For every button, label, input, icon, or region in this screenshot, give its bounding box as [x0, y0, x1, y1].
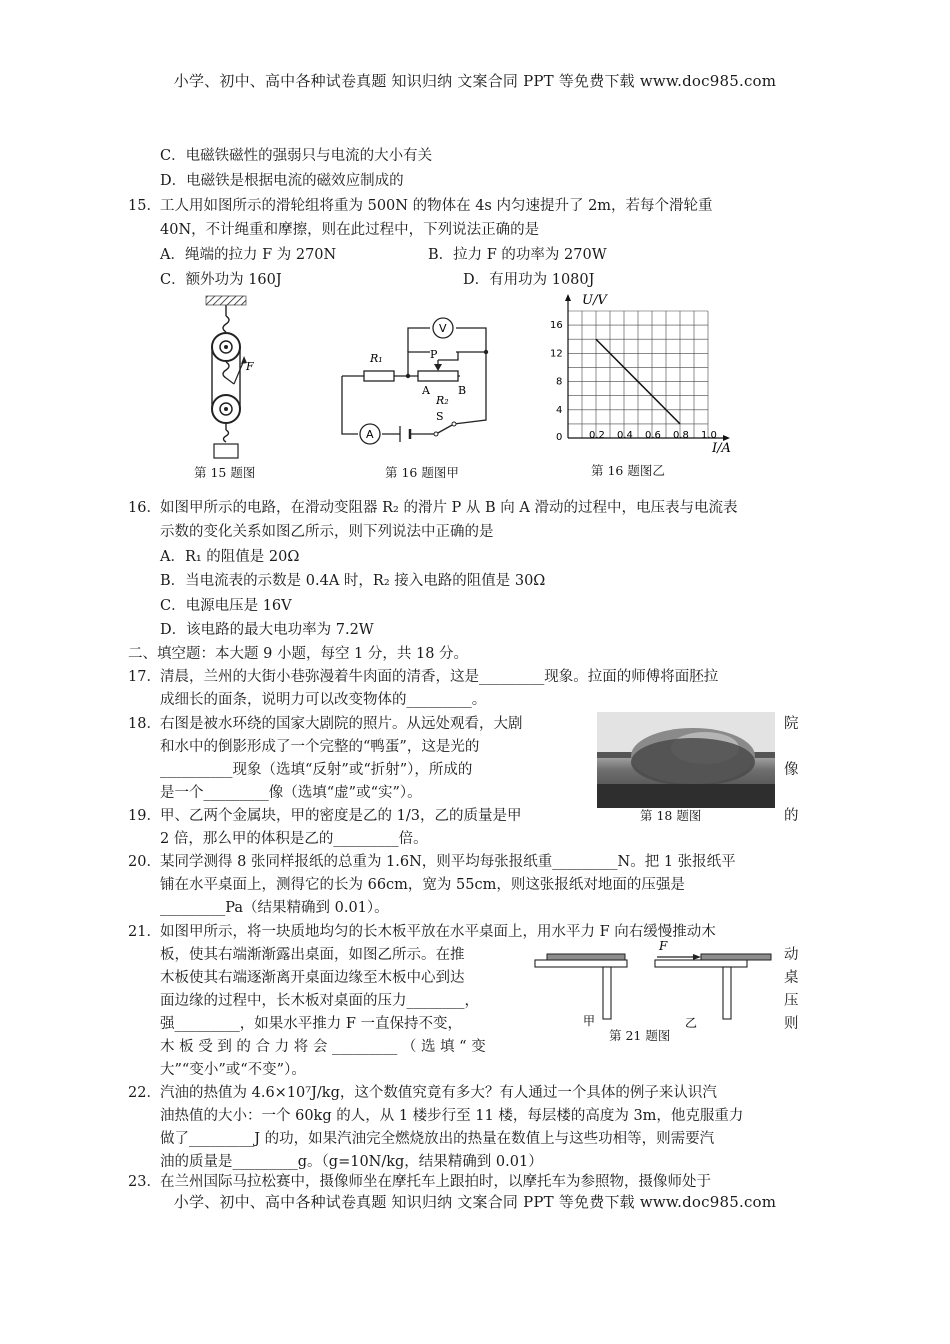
- question-number-22: 22．: [128, 1085, 161, 1101]
- fig16a-caption: 第 16 题图甲: [385, 465, 459, 480]
- y-tick-label: 8: [556, 376, 563, 388]
- q21-line1: 如图甲所示，将一块质地均匀的长木板平放在水平桌面上，用水平力 F 向右缓慢推动木: [160, 924, 716, 940]
- q21-line4-end: 压: [784, 993, 799, 1009]
- q20-line1: 某同学测得 8 张同样报纸的总重为 1.6N，则平均每张报纸重_________N。把 1 张报纸平: [160, 854, 736, 870]
- fig16a-r1-label: R₁: [370, 352, 383, 365]
- q14-option-c: C．电磁铁磁性的强弱只与电流的大小有关: [160, 148, 433, 164]
- y-tick-label: 16: [550, 320, 563, 332]
- q16-option-d: D．该电路的最大电功率为 7.2W: [160, 622, 374, 638]
- q17-line2: 成细长的面条，说明力可以改变物体的_________。: [160, 692, 487, 708]
- fig16a-slider-label: P: [430, 348, 438, 361]
- q18-line2: 和水中的倒影形成了一个完整的“鸭蛋”，这是光的: [160, 739, 480, 755]
- y-tick-label: 4: [556, 404, 563, 416]
- fig16a-end-a-label: A: [422, 384, 430, 397]
- x-tick-label: 0.2: [589, 430, 605, 441]
- q20-line2: 铺在水平桌面上，测得它的长为 66cm，宽为 55cm，则这张报纸对地面的压强是: [160, 877, 685, 893]
- q21-line3: 木板使其右端逐渐离开桌面边缘至木板中心到达: [160, 970, 465, 986]
- q21-line3-end: 桌: [784, 970, 799, 986]
- q19-line1: 甲、乙两个金属块，甲的密度是乙的 1/3，乙的质量是甲: [160, 808, 522, 824]
- q19-line1-end: 的: [784, 808, 799, 824]
- fig21-caption: 第 21 题图: [609, 1028, 671, 1043]
- x-tick-label: 1.0: [701, 430, 717, 441]
- question-number-15: 15．: [128, 198, 161, 214]
- fig15-caption: 第 15 题图: [194, 465, 256, 480]
- q14-option-d: D．电磁铁是根据电流的磁效应制成的: [160, 173, 404, 189]
- q16-option-b: B．当电流表的示数是 0.4A 时，R₂ 接入电路的阻值是 30Ω: [160, 573, 546, 589]
- fig18-opera-house-photo: [597, 712, 775, 808]
- x-tick-label: 0.4: [617, 430, 633, 441]
- question-number-17: 17．: [128, 669, 161, 685]
- q23-line1: 在兰州国际马拉松赛中，摄像师坐在摩托车上跟拍时，以摩托车为参照物，摄像师处于: [160, 1174, 711, 1190]
- section-two-heading: 二、填空题：本大题 9 小题，每空 1 分，共 18 分。: [128, 646, 469, 662]
- q21-line5: 强_________，如果水平推力 F 一直保持不变，: [160, 1016, 463, 1032]
- q15-option-b: B．拉力 F 的功率为 270W: [428, 247, 607, 263]
- q18-line4: 是一个_________像（选填“虚”或“实”）。: [160, 785, 422, 801]
- fig15-force-label: F: [246, 360, 254, 373]
- x-tick-label: 0.8: [673, 430, 689, 441]
- question-number-16: 16．: [128, 500, 161, 516]
- q18-line3-end: 像: [784, 762, 799, 778]
- q18-line3: __________现象（选填“反射”或“折射”），所成的: [160, 762, 473, 778]
- x-tick-label: 0.6: [645, 430, 661, 441]
- q18-line1-end: 院: [784, 716, 799, 732]
- fig16b-x-axis-label: I/A: [712, 441, 731, 456]
- question-number-20: 20．: [128, 854, 161, 870]
- q15-option-a: A．绳端的拉力 F 为 270N: [160, 247, 337, 263]
- fig16a-end-b-label: B: [458, 384, 467, 397]
- q21-line2-end: 动: [784, 947, 799, 963]
- q21-line4: 面边缘的过程中，长木板对桌面的压力________，: [160, 993, 479, 1009]
- fig15-pulley-diagram: [190, 292, 270, 462]
- q20-line3: _________Pa（结果精确到 0.01）。: [160, 900, 389, 916]
- q15-stem-line2: 40N，不计绳重和摩擦，则在此过程中，下列说法正确的是: [160, 222, 540, 238]
- q22-line3: 做了_________J 的功，如果汽油完全燃烧放出的热量在数值上与这些功相等，则需要汽: [160, 1131, 715, 1147]
- question-number-18: 18．: [128, 716, 161, 732]
- question-number-23: 23．: [128, 1174, 161, 1190]
- fig16a-circuit-diagram: [338, 316, 498, 454]
- fig21-force-label: F: [659, 939, 668, 953]
- q21-line5-end: 则: [784, 1016, 799, 1032]
- q15-option-c: C．额外功为 160J: [160, 272, 282, 288]
- q18-line1: 右图是被水环绕的国家大剧院的照片。从远处观看，大剧: [160, 716, 523, 732]
- q21-line7: 大”“变小”或“不变”）。: [160, 1062, 306, 1078]
- question-number-19: 19．: [128, 808, 161, 824]
- q17-line1: 清晨，兰州的大街小巷弥漫着牛肉面的清香，这是_________现象。拉面的师傅将面胚拉: [160, 669, 719, 685]
- fig16a-switch-label: S: [436, 410, 444, 423]
- fig21-yi-label: 乙: [685, 1016, 698, 1030]
- fig16b-ui-chart: [530, 292, 740, 462]
- fig16b-y-axis-label: U/V: [582, 293, 607, 308]
- q15-stem-line1: 工人用如图所示的滑轮组将重为 500N 的物体在 4s 内匀速提升了 2m，若每个滑轮重: [160, 198, 713, 214]
- fig21-board-diagram: [535, 938, 775, 1038]
- q16-stem-line2: 示数的变化关系如图乙所示，则下列说法中正确的是: [160, 524, 494, 540]
- page-header: 小学、初中、高中各种试卷真题 知识归纳 文案合同 PPT 等免费下载 www.doc985.com: [173, 72, 777, 90]
- y-tick-label: 12: [550, 348, 563, 360]
- q22-line1: 汽油的热值为 4.6×10⁷J/kg，这个数值究竟有多大？有人通过一个具体的例子来认识汽: [160, 1085, 717, 1101]
- q21-line2: 板，使其右端渐渐露出桌面，如图乙所示。在推: [160, 947, 465, 963]
- fig21-jia-label: 甲: [583, 1014, 596, 1028]
- page-footer: 小学、初中、高中各种试卷真题 知识归纳 文案合同 PPT 等免费下载 www.doc985.com: [173, 1193, 777, 1211]
- q21-line6: 木 板 受 到 的 合 力 将 会 _________ （ 选 填 “ 变: [160, 1039, 486, 1055]
- fig16a-voltmeter-label: V: [439, 322, 447, 335]
- fig16a-r2-label: R₂: [436, 394, 449, 407]
- question-number-21: 21．: [128, 924, 161, 940]
- q22-line2: 油热值的大小：一个 60kg 的人，从 1 楼步行至 11 楼，每层楼的高度为 3m，他克服重力: [160, 1108, 744, 1124]
- fig18-caption: 第 18 题图: [640, 808, 702, 823]
- q16-stem-line1: 如图甲所示的电路，在滑动变阻器 R₂ 的滑片 P 从 B 向 A 滑动的过程中，电压表与电流表: [160, 500, 738, 516]
- q22-line4: 油的质量是_________g。（g=10N/kg，结果精确到 0.01）: [160, 1154, 543, 1170]
- q16-option-a: A．R₁ 的阻值是 20Ω: [160, 549, 300, 565]
- q16-option-c: C．电源电压是 16V: [160, 598, 292, 614]
- fig16a-ammeter-label: A: [366, 428, 374, 441]
- fig16b-caption: 第 16 题图乙: [591, 463, 665, 478]
- x-tick-label: 0: [556, 432, 563, 443]
- q19-line2: 2 倍，那么甲的体积是乙的_________倍。: [160, 831, 428, 847]
- q15-option-d: D．有用功为 1080J: [463, 272, 595, 288]
- y-axis-arrow: [565, 294, 571, 301]
